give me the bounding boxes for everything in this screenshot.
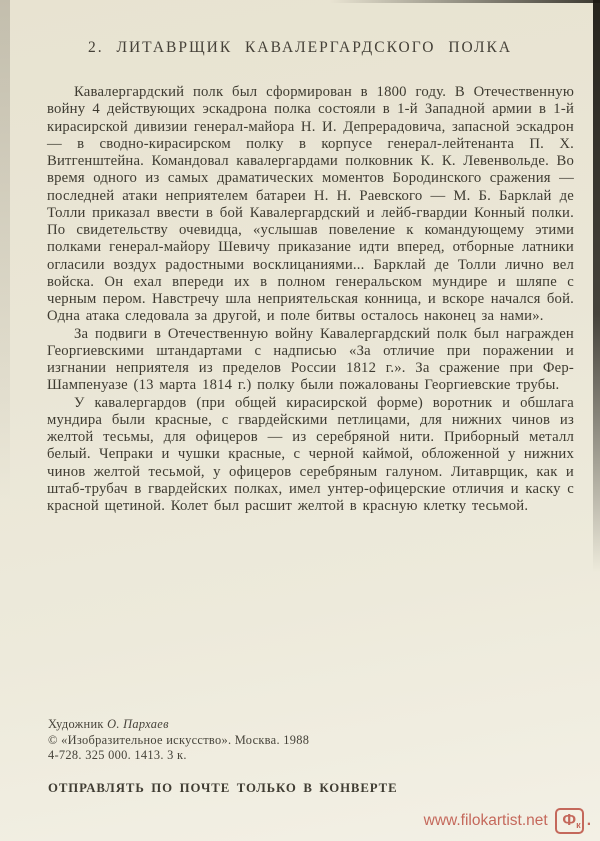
logo-letter: Ф [562, 812, 577, 829]
body-paragraph-uniform: У кавалергардов (при общей кирасирской форме) воротник и обшлага мундира были красные, с гвардейскими петлицами, для нижних чинов из желтой тесьмы, для офицеров — из серебряной нити. Приборный металл белый. Чепраки и чушки красные, с черной каймой, обложенной у нижних чинов желтой тесьмой, у офицеров серебряным галуном. Литаврщик, как и штаб-трубач в гвардейских полках, имел унтер-офицерские отличия и каску с красной щетиной. Колет был расшит желтой в красную клетку тесьмой. [47, 394, 574, 514]
logo-small-letter: к [576, 820, 581, 830]
scan-edge-right [593, 0, 600, 572]
mailing-notice: ОТПРАВЛЯТЬ ПО ПОЧТЕ ТОЛЬКО В КОНВЕРТЕ [48, 781, 398, 795]
colophon [48, 717, 309, 764]
body-text [47, 84, 574, 515]
page-title: 2. ЛИТАВРЩИК КАВАЛЕРГАРДСКОГО ПОЛКА [87, 39, 513, 56]
body-paragraph-awards: За подвиги в Отечественную войну Кавалергардский полк был награжден Георгиевскими штандартами с надписью «За отличие при поражении и изгнании неприятеля из пределов России 1812 г.». За сражение при Фер-Шампенуазе (13 марта 1814 г.) полку были пожалованы Георгиевские трубы. [47, 325, 574, 394]
body-paragraph-regiment-history: Кавалергардский полк был сформирован в 1800 году. В Отечественную войну 4 действующих эскадрона полка состояли в 1-й Западной армии в 1-й кирасирской дивизии генерал-майора Н. И. Депрерадовича, запасной эскадрон — в сводно-кирасирском полку в корпусе генерал-лейтенанта П. Х. Витгенштейна. Командовал кавалергардами полковник К. К. Левенвольде. Во время одного из самых драматических моментов Бородинского сражения — последней атаки неприятелем батареи Н. Н. Раевского — М. Б. Барклай де Толли приказал ввести в бой Кавалергардский и лейб-гвардии Конный полки. По свидетельству очевидца, «услышав повеление к командующему этими полками генерал-майору Шевичу приказание идти вперед, отборные латники огласили воздух радостными восклицаниями... Барклай де Толли лично вел войска. Он ехал впереди их в полном генеральском мундире и шляпе с черным пером. Навстречу шла неприятельская конница, и вскоре начался бой. Одна атака следовала за другой, и поле битвы осталось наконец за нами». [47, 84, 574, 325]
filokartist-logo-icon [555, 808, 584, 834]
artist-line [48, 717, 309, 733]
scan-edge-left [0, 0, 10, 505]
watermark-dot: . [586, 812, 591, 829]
artist-label: Художник [48, 717, 104, 731]
artist-name: О. Пархаев [107, 717, 169, 731]
watermark [424, 808, 591, 834]
copyright-line: © «Изобразительное искусство». Москва. 1988 [48, 732, 310, 747]
scan-edge-top [330, 0, 600, 3]
print-code-line: 4-728. 325 000. 1413. 3 к. [48, 748, 187, 763]
watermark-url: www.filokartist.net [423, 812, 548, 829]
